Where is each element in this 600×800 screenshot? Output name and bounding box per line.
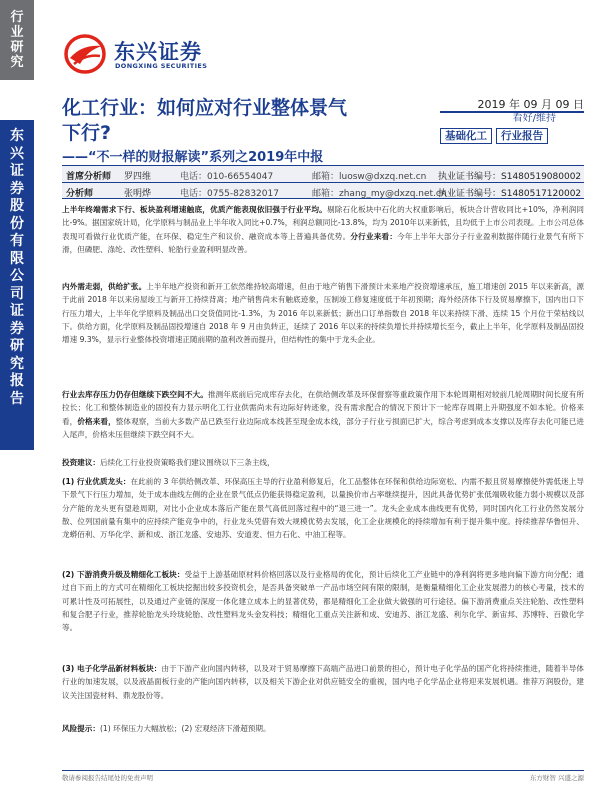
sidebar-category-label: 行业研究 [10, 10, 24, 70]
report-title-line1: 化工行业：如何应对行业整体景气 [62, 97, 348, 119]
footer-disclaimer: 敬请参阅报告结尾处的免责声明 [62, 774, 153, 782]
inventory-lead: 行业去库存压力仍存但继续下跌空间不大。 [62, 390, 208, 399]
analyst-role: 首席分析师 [66, 172, 112, 182]
sidebar [0, 0, 34, 800]
mainline-2-paragraph [62, 568, 584, 634]
mainline-1-text: 在此前的 3 年供给侧改革、环保高压主导的行业盈利修复后，化工品整体在环保和供给边际宽松、内需不振且贸易摩擦使外需低迷上导下景气下行压力增加，处于成本曲线左侧的企业在景气低点仍能获得稳定盈利，以量换价市占率继续提升，因此具备优势扩张低端吸收能力弱小规模以及部分产能的龙头更有望趁周期，对比小企业成本落后产能在景气高低回落过程中的“退三进一”。龙头企业成本曲线更有优势，同时国内化工行业仍然发展分散、位列国前量有集中的应持续产能竞争中的，行业龙头凭借有效大规模优势去发展，化工企业规模化的持续增加有利于提升集中度。持续推荐华鲁恒升、龙蟒佰利、万华化学、新和成、浙江龙盛、安迪苏、安道麦、恒力石化、中油工程等。 [62, 477, 585, 540]
analyst-cert: 执业证书编号：S1480517120002 [438, 189, 582, 199]
mainline-2-lead: (2) 下游消费升级及精细化工板块： [62, 570, 185, 579]
mainline-3-paragraph [62, 662, 584, 702]
inventory-text: 推测年底前后完成库存去化，在供给侧改革及环保督察等重政策作用下本轮周期相对较前几轮周期时间长度有所拉长；化工和整体制造业的固投有力显示明化工行业供需尚未有边际好转迹象，没有需求配合的情况下预计下一轮库存周期上升期强度不如本轮。价格来看， [62, 390, 584, 426]
analyst-name: 罗四维 [124, 172, 152, 182]
summary-paragraph [62, 203, 584, 256]
investment-advice-lead: 投资建议： [62, 458, 100, 467]
mainline-3-text: 由于下游产业向国内转移，以及对于贸易摩擦下高端产品进口前景的担心，预计电子化学品的国产化将持续推进，随着半导体行业的加速发展，以及液晶面板行业的产能向国内转移，以及相关下游企业对供应链安全的重视，国内电子化学品企业将迎来发展机遇。推荐万润股份，建议关注国瓷材料、鼎龙股份等。 [62, 664, 584, 700]
inventory-paragraph [62, 388, 584, 441]
analyst-phone: 电话：0755-82832017 [180, 189, 279, 199]
dongxing-logo-icon [64, 34, 106, 74]
analyst-row [62, 165, 584, 182]
mainline-1-lead: (1) 行业优质龙头： [62, 477, 131, 486]
analyst-name: 张明烨 [124, 189, 152, 199]
report-date: 2019 年 09 月 09 日 [477, 98, 584, 111]
sidebar-category-block [0, 0, 34, 80]
investment-advice-text: 后续化工行业投资策略我们建议围绕以下三条主线， [99, 458, 275, 467]
summary-lead: 上半年终端需求下行、板块盈利增速触底，优质产能表现依旧强于行业平均。 [62, 205, 327, 214]
company-logo [64, 34, 224, 74]
risk-text: (1) 环保压力大幅放松；(2) 宏观经济下滑超预期。 [99, 724, 271, 733]
logo-name-en: DONGXING SECURITIES [115, 62, 208, 70]
summary-text-2: 今年上半年大部分子行业盈利数据伴随行业景气有所下滑，但磷肥、涤纶、改性塑料、轮胎行业盈利明显改善。 [62, 231, 584, 254]
rating-label: 看好/维持 [512, 113, 556, 124]
tag-report-type: 行业报告 [496, 128, 548, 144]
risk-lead: 风险提示： [62, 724, 100, 733]
inventory-text-2: 整体观察，当前大多数产品已跌至行业边际成本线甚至现金成本线，部分子行业亏损面已扩大，综合考虑到成本支撑以及库存去化可能已进入尾声，价格未压但继续下跌空间不大。 [62, 416, 584, 439]
sidebar-company-label: 东兴证券股份有限公司证券研究报告 [10, 128, 24, 407]
report-tags [440, 128, 584, 144]
demand-supply-paragraph [62, 280, 584, 346]
analyst-table [62, 165, 584, 199]
footer-divider [62, 770, 584, 771]
report-subtitle: ——“不一样的财报解读”系列之2019年中报 [62, 150, 324, 165]
summary-lead-2: 分行业来看： [350, 231, 398, 241]
logo-name-cn: 东兴证券 [114, 40, 202, 64]
analyst-cert: 执业证书编号：S1480519080002 [438, 172, 582, 182]
demand-supply-lead: 内外需走弱，供给扩张。 [62, 282, 147, 291]
investment-advice-paragraph [62, 456, 584, 469]
analyst-email: 邮箱：luosw@dxzq.net.cn [312, 172, 427, 182]
demand-supply-text: 上半年地产投资和新开工依然维持较高增速，但由于地产销售下滑预计未来地产投资增速承压，施工增速创 2015 年以来新高，源于此前 2018 年以来房屋竣工与新开工持续背离；地产销售尚未有触底迹象，压制竣工修复速度低于年初预期；海外经济体下行及贸易摩擦下，国内出口下行压力增大，上半年化学原料及制品出口交货值同比-1.3%，为 2016 年以来新低；新出口订单指数自 2018 年以来持续下滑、连续 15 个月位于荣枯线以下。供给方面，化学原料及制品固投增速自 2018 年 9 月由负转正，延续了 2016 年以来的持续负增长并持续增长至今，截止上半年，化学原料及制品固投增速 9.3%，显示行业整体投资增速正随前期的盈利改善而提升，但结构性的集中于龙头企业。 [62, 282, 585, 345]
tag-industry: 基础化工 [440, 128, 492, 144]
mainline-3-lead: (3) 电子化学品新材料板块： [62, 664, 162, 673]
inventory-lead-2: 价格来看， [77, 416, 116, 426]
sidebar-company-block [0, 120, 34, 450]
mainline-1-paragraph [62, 475, 584, 541]
analyst-role: 分析师 [66, 189, 94, 199]
summary-text: 剔除石化板块中石化的大权重影响后，板块合计营收同比+10%，净利润同比-9%。据国家统计局，化学原料与制品业上半年收入同比+0.7%，利润总额同比-13.8%，均为 2010年以来新低，且均低于上市公司表现。上市公司总体表现可看做行业优质产能，在环保、稳定生产和议价、融资成本等上普遍具备优势。 [62, 205, 584, 241]
analyst-email: 邮箱：zhang_my@dxzq.net.cn [312, 189, 447, 199]
analyst-phone: 电话：010-66554047 [180, 172, 274, 182]
mainline-2-text: 受益于上游基础原材料价格回落以及行业格局的优化，预计后续化工产业链中的净利润将更多地向偏下游方向分配；通过自下而上的方式可在精细化工板块挖掘出较多投资机会，是否具备突破单一产品市场空间有限的限制，是衡量精细化工企业发展潜力的核心考量，技术的可累计性及可拓展性，以及通过产业链的深度一体化建立成本上的显著优势，都是精细化工企业做大做强的可行途径。偏下游消费重点关注轮胎、改性塑料和复合肥子行业，推荐轮胎龙头玲珑轮胎、改性塑料龙头金发科技；精细化工重点关注新和成、安迪苏、浙江龙盛、利尔化学、新宙邦、苏博特、百傲化学等。 [62, 570, 584, 633]
risk-paragraph [62, 722, 584, 735]
analyst-row [62, 182, 584, 199]
footer-slogan: 东方财智 兴盛之源 [529, 774, 584, 782]
report-title-line2: 下行? [62, 122, 112, 144]
